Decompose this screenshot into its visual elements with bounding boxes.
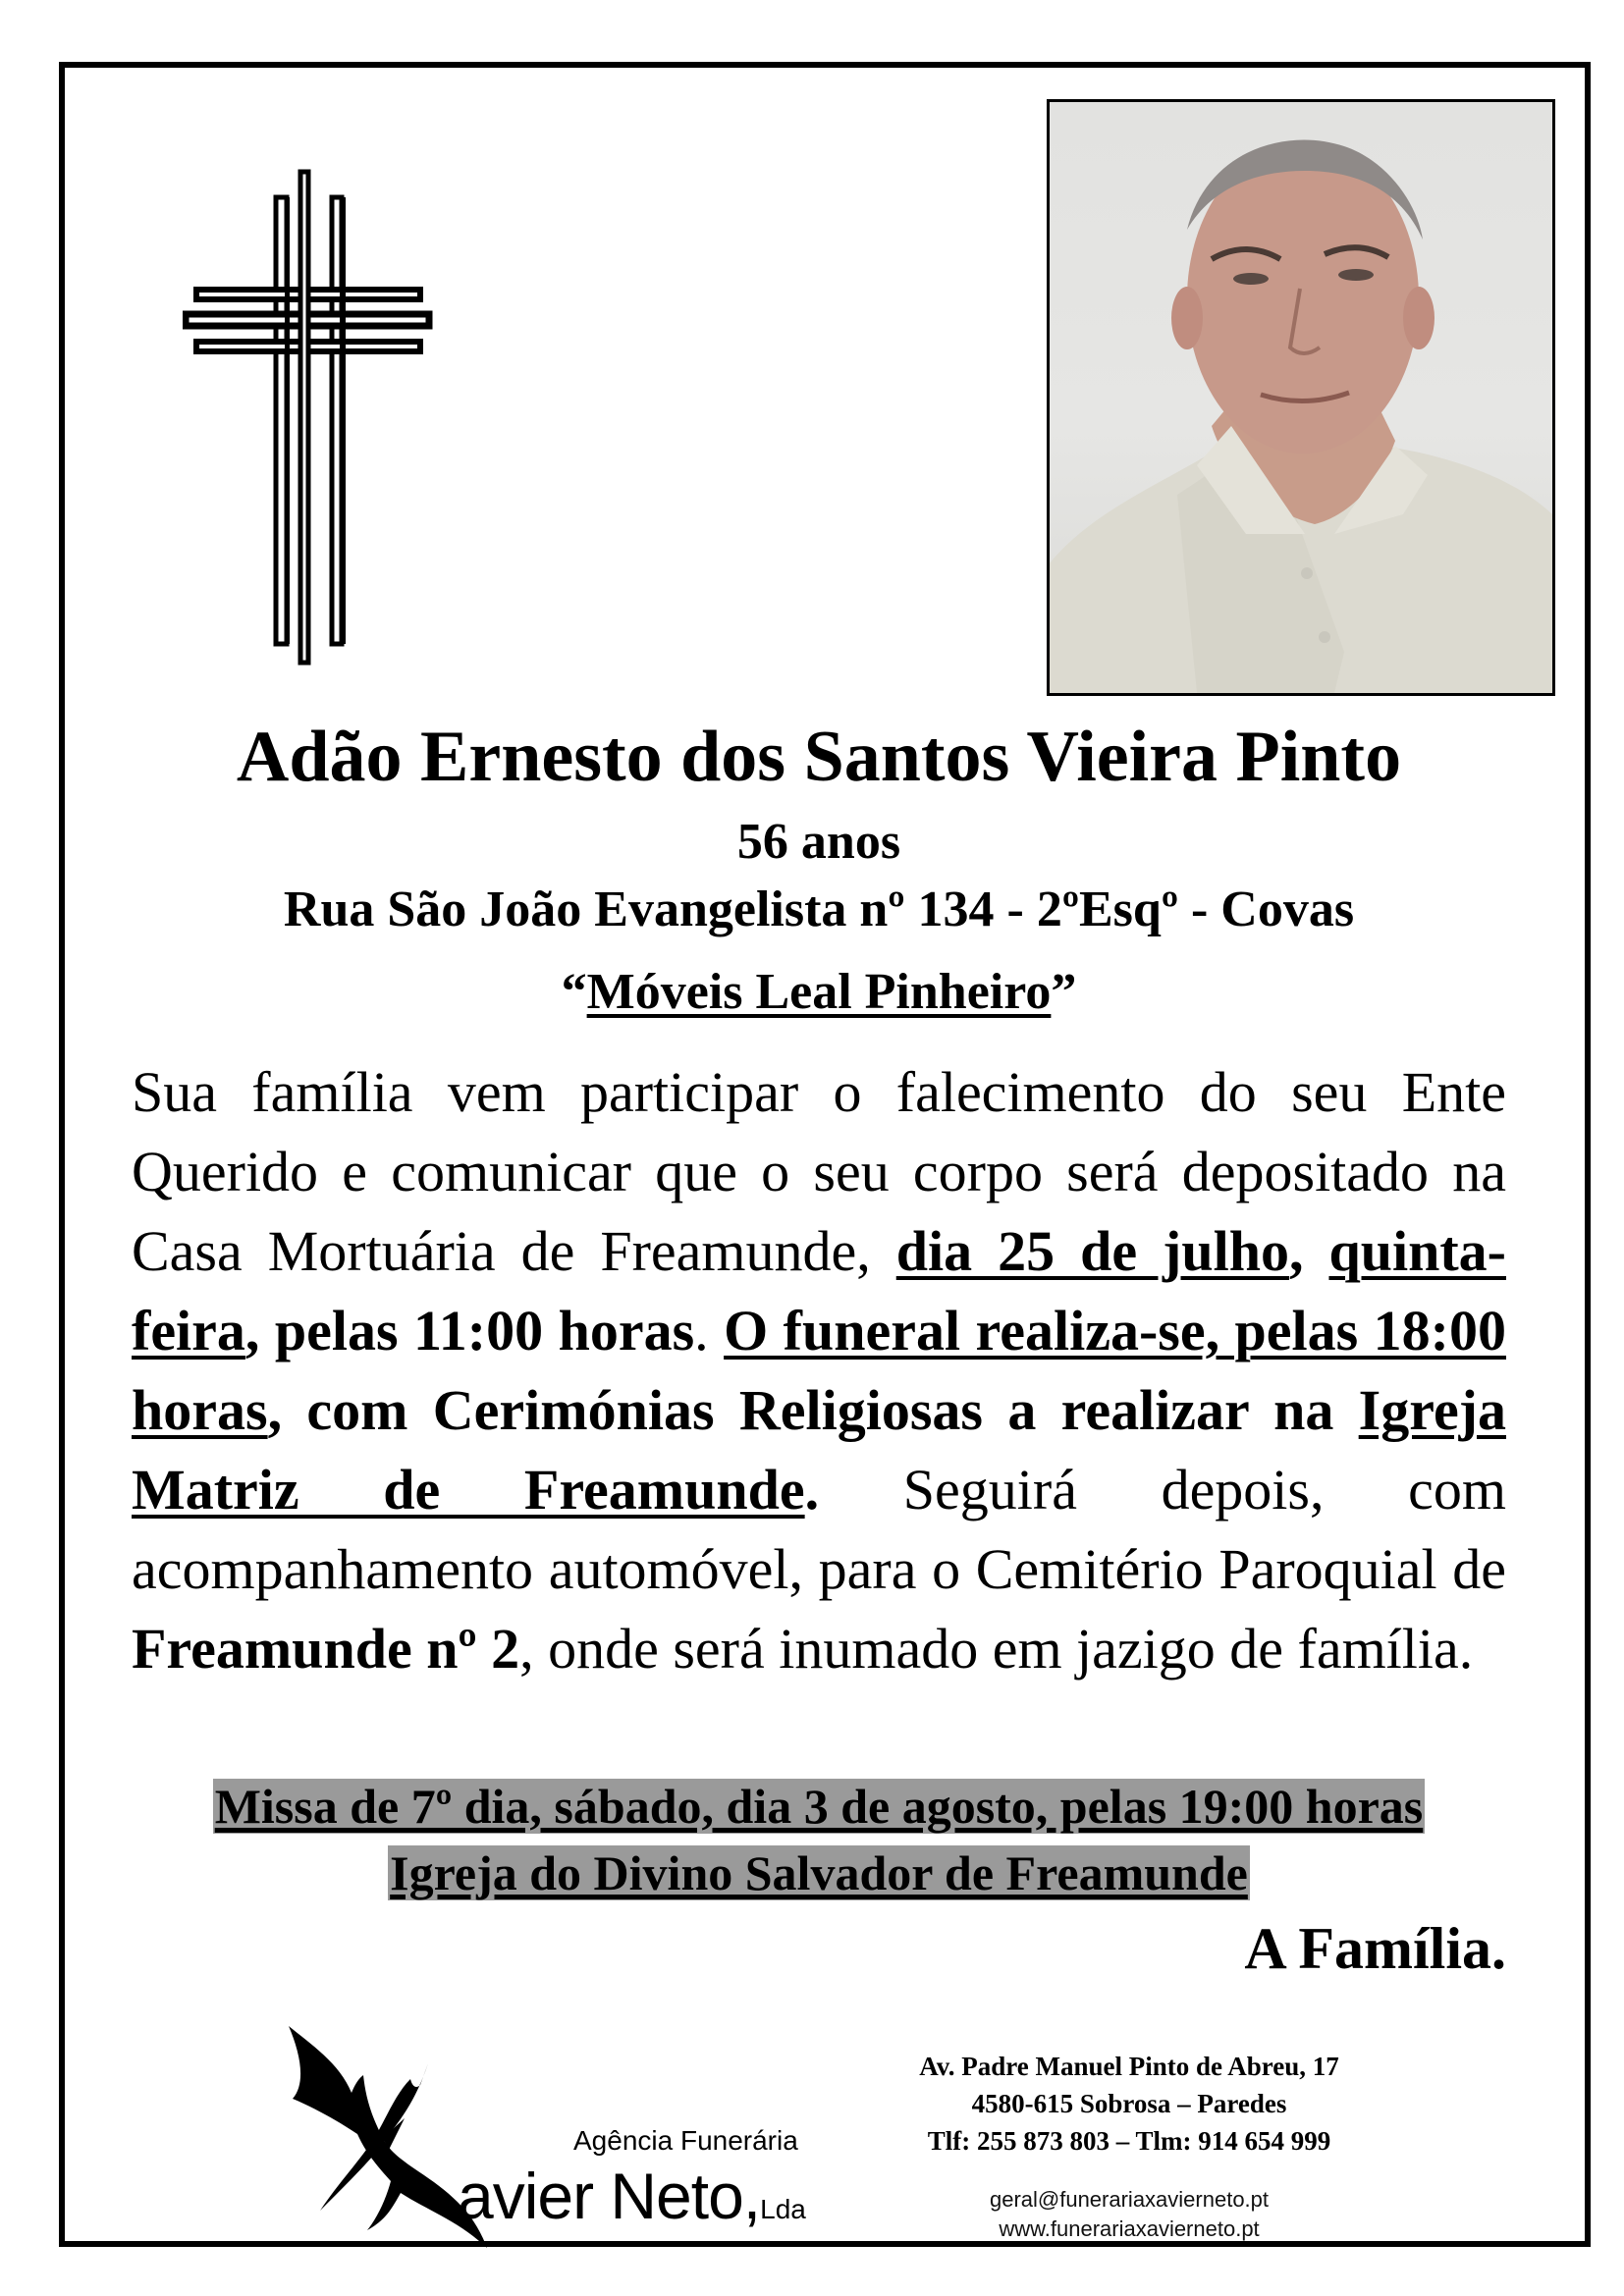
portrait-photo [1047, 99, 1555, 696]
funeral-church: Igreja Matriz de Freamunde [132, 1378, 1506, 1522]
agency-name: avier Neto, [458, 2160, 761, 2232]
agency-contact [864, 2048, 1394, 2160]
wake-time: , pelas 11:00 horas [244, 1299, 695, 1362]
text-segment: . [804, 1458, 820, 1522]
cemetery-name: Freamunde nº 2 [132, 1617, 520, 1681]
agency-online [864, 2185, 1394, 2244]
company-name: Móveis Leal Pinheiro [586, 964, 1052, 1020]
agency-subtitle: Agência Funerária [573, 2125, 798, 2156]
mass-location [65, 1842, 1573, 1904]
text-segment: , [1288, 1219, 1329, 1283]
agency-suffix: Lda [760, 2194, 806, 2224]
text-segment: , com Cerimónias Religiosas a realizar na [267, 1378, 1359, 1442]
text-segment: Seguirá depois, com acompanhamento automóvel, para o Cemitério Paroquial de [132, 1458, 1506, 1601]
portrait-illustration [1050, 102, 1552, 693]
signature: A Família. [1244, 1916, 1506, 1981]
deceased-name: Adão Ernesto dos Santos Vieira Pinto [236, 717, 1402, 797]
company-line [65, 962, 1573, 1023]
deceased-age: 56 anos [736, 814, 901, 870]
mass-church-highlight: Igreja do Divino Salvador de Freamunde [390, 1845, 1248, 1900]
agency-email[interactable]: geral@funerariaxavierneto.pt [989, 2187, 1270, 2212]
quote-close: ” [1051, 964, 1077, 1020]
cross-icon [183, 169, 483, 669]
text-segment: Sua família vem participar o falecimento do seu Ente Querido e comunicar que o seu corpo será depositado na Casa Mortuária de Freamunde, [132, 1060, 1506, 1283]
text-segment: , onde será inumado em jazigo de família. [519, 1617, 1474, 1681]
mass-date-highlight: Missa de 7º dia, sábado, dia 3 de agosto, pelas 19:00 horas [214, 1779, 1424, 1834]
funeral-time: O funeral realiza-se, pelas 18:00 horas [132, 1299, 1506, 1442]
agency-brand [458, 2160, 806, 2246]
announcement-paragraph [132, 1052, 1506, 1688]
agency-address-line1: Av. Padre Manuel Pinto de Abreu, 17 [919, 2052, 1339, 2081]
quote-open: “ [561, 964, 587, 1020]
wake-date: dia 25 de julho [895, 1219, 1289, 1283]
deceased-address: Rua São João Evangelista nº 134 - 2ºEsqº - Covas [283, 881, 1355, 937]
wake-weekday: quinta-feira [132, 1219, 1506, 1362]
mass-info [65, 1775, 1573, 1838]
agency-address-line2: 4580-615 Sobrosa – Paredes [971, 2089, 1287, 2118]
agency-website[interactable]: www.funerariaxavierneto.pt [999, 2216, 1260, 2241]
agency-phones: Tlf: 255 873 803 – Tlm: 914 654 999 [927, 2126, 1331, 2156]
text-segment: . [694, 1299, 725, 1362]
